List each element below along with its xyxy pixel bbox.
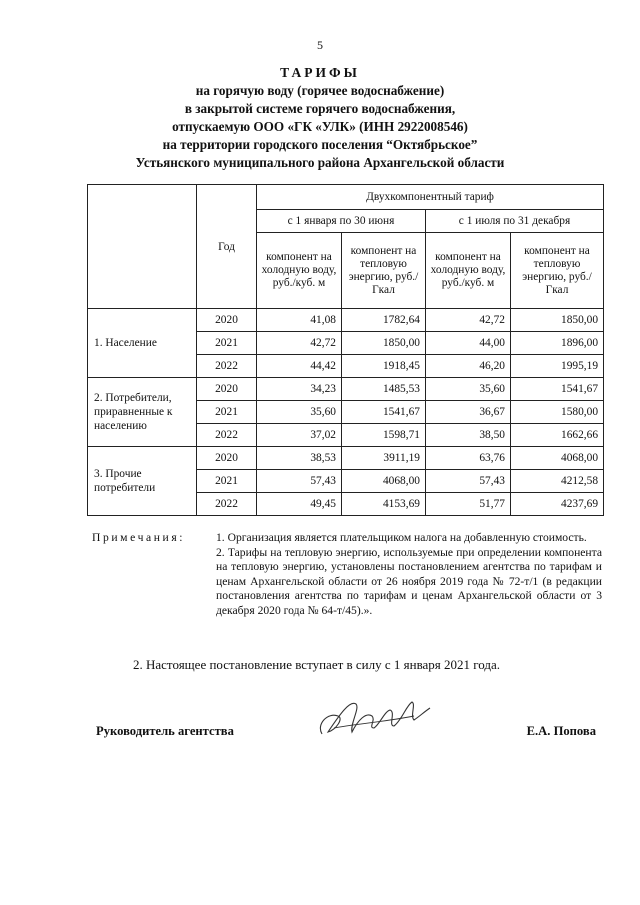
signature-scribble: [314, 694, 434, 744]
value-cell: 1782,64: [342, 309, 426, 332]
value-cell: 41,08: [257, 309, 342, 332]
value-cell: 1541,67: [342, 401, 426, 424]
value-cell: 1918,45: [342, 355, 426, 378]
note-item: 2. Тарифы на тепловую энергию, используемые при определении компонента на тепловую энергию, установлены постановлением агентства по тарифам и ценам Архангельской области от 26 ноября 2019 года № 72-т/1 (в редакции постановления агентства по тарифам и ценам Архангельской области от 3 декабря 2020 года № 64-т/45).».: [216, 545, 602, 617]
year-cell: 2020: [197, 309, 257, 332]
table-row: [88, 378, 604, 401]
value-cell: 42,72: [426, 309, 511, 332]
value-cell: 51,77: [426, 493, 511, 516]
value-cell: 1598,71: [342, 424, 426, 447]
year-cell: 2021: [197, 401, 257, 424]
document-title: [60, 64, 580, 172]
period-header: с 1 января по 30 июня: [257, 210, 426, 233]
value-cell: 3911,19: [342, 447, 426, 470]
value-cell: 38,50: [426, 424, 511, 447]
value-cell: 1541,67: [511, 378, 604, 401]
value-cell: 44,00: [426, 332, 511, 355]
value-cell: 42,72: [257, 332, 342, 355]
value-cell: 4068,00: [342, 470, 426, 493]
value-cell: 35,60: [426, 378, 511, 401]
value-cell: 44,42: [257, 355, 342, 378]
value-cell: 38,53: [257, 447, 342, 470]
value-cell: 4153,69: [342, 493, 426, 516]
category-cell: 1. Население: [88, 309, 197, 378]
title-line: на горячую воду (горячее водоснабжение): [195, 83, 445, 98]
value-cell: 57,43: [426, 470, 511, 493]
category-cell: 3. Прочие потребители: [88, 447, 197, 516]
value-cell: 35,60: [257, 401, 342, 424]
page-number: 5: [317, 38, 323, 52]
year-cell: 2022: [197, 424, 257, 447]
component-header: компонент на холодную воду, руб./куб. м: [257, 233, 342, 309]
year-cell: 2020: [197, 378, 257, 401]
title-line: в закрытой системе горячего водоснабжения,: [184, 101, 456, 116]
value-cell: 1850,00: [342, 332, 426, 355]
value-cell: 34,23: [257, 378, 342, 401]
table-row: [88, 309, 604, 332]
table-row: [88, 447, 604, 470]
component-header: компонент на тепловую энергию, руб./Гкал: [511, 233, 604, 309]
note-item: 1. Организация является плательщиком налога на добавленную стоимость.: [216, 531, 587, 544]
period-header: с 1 июля по 31 декабря: [426, 210, 604, 233]
value-cell: 1896,00: [511, 332, 604, 355]
signoff: [96, 724, 604, 764]
year-header: Год: [197, 185, 257, 309]
value-cell: 49,45: [257, 493, 342, 516]
component-header: компонент на тепловую энергию, руб./Гкал: [342, 233, 426, 309]
title-line: на территории городского поселения “Октябрьское”: [162, 137, 478, 152]
value-cell: 1850,00: [511, 309, 604, 332]
title-main: ТАРИФЫ: [280, 65, 360, 80]
year-cell: 2022: [197, 493, 257, 516]
year-cell: 2020: [197, 447, 257, 470]
value-cell: 46,20: [426, 355, 511, 378]
notes-items: [216, 531, 602, 619]
notes-label: Примечания:: [92, 531, 186, 544]
corner-cell: [88, 185, 197, 309]
value-cell: 4068,00: [511, 447, 604, 470]
tariff-table: [87, 184, 604, 516]
signatory-name: Е.А. Попова: [526, 724, 596, 738]
value-cell: 37,02: [257, 424, 342, 447]
category-cell: 2. Потребители, приравненные к населению: [88, 378, 197, 447]
year-cell: 2021: [197, 332, 257, 355]
value-cell: 1995,19: [511, 355, 604, 378]
year-cell: 2021: [197, 470, 257, 493]
value-cell: 57,43: [257, 470, 342, 493]
component-header: компонент на холодную воду, руб./куб. м: [426, 233, 511, 309]
value-cell: 63,76: [426, 447, 511, 470]
title-line: Устьянского муниципального района Архангельской области: [135, 155, 505, 170]
value-cell: 1662,66: [511, 424, 604, 447]
year-cell: 2022: [197, 355, 257, 378]
value-cell: 4237,69: [511, 493, 604, 516]
value-cell: 36,67: [426, 401, 511, 424]
value-cell: 1580,00: [511, 401, 604, 424]
signature-image: [314, 694, 434, 748]
signatory-position: Руководитель агентства: [96, 724, 234, 738]
value-cell: 4212,58: [511, 470, 604, 493]
value-cell: 1485,53: [342, 378, 426, 401]
effective-clause: 2. Настоящее постановление вступает в силу с 1 января 2021 года.: [133, 657, 501, 672]
title-line: отпускаемую ООО «ГК «УЛК» (ИНН 2922008546): [172, 119, 468, 134]
tariff-header: Двухкомпонентный тариф: [257, 185, 604, 210]
